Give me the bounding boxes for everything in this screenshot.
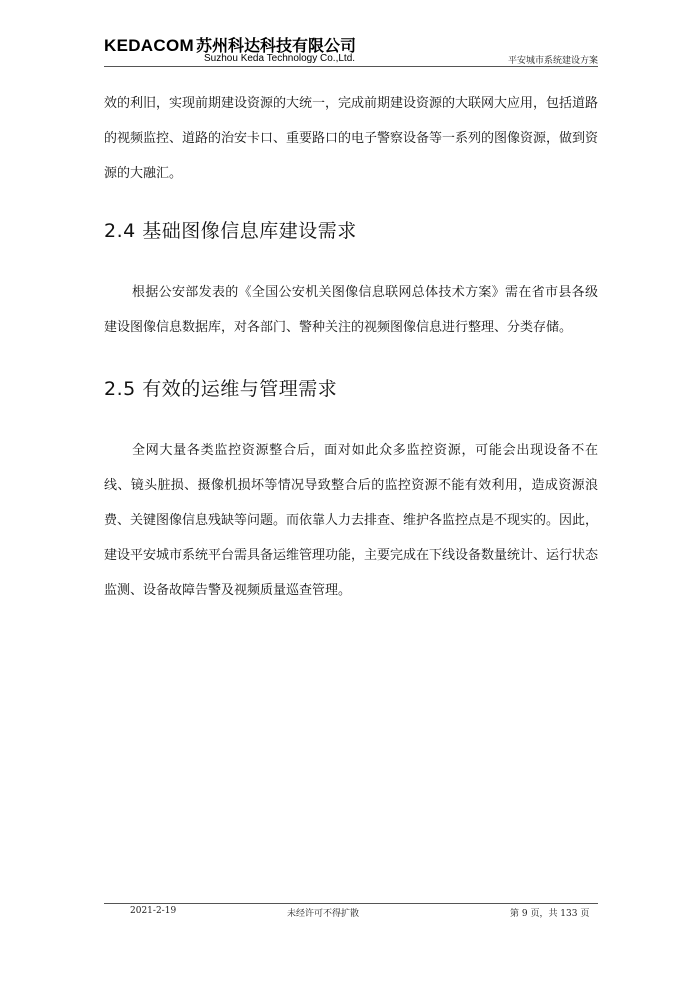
document-title: 平安城市系统建设方案 [507, 56, 598, 66]
section-heading-2-4: 2.4 基础图像信息库建设需求 [104, 220, 357, 242]
footer-date: 2021-2-19 [130, 906, 177, 916]
section-heading-2-5: 2.5 有效的运维与管理需求 [104, 378, 338, 400]
footer-notice: 未经许可不得扩散 [287, 909, 360, 919]
section-2-4-paragraph: 根据公安部发表的《全国公安机关图像信息联网总体技术方案》需在省市县各级建设图像信息数据库，对各部门、警种关注的视频图像信息进行整理、分类存储。 [104, 285, 598, 335]
header-divider [104, 66, 598, 67]
company-name-en: KEDACOM [104, 36, 194, 55]
company-name-cn: 苏州科达科技有限公司 [195, 36, 356, 55]
page-content [104, 86, 598, 608]
page-header [104, 36, 598, 66]
footer-page-number: 第 9 页，共 133 页 [510, 909, 590, 919]
section-2-5-paragraph: 全网大量各类监控资源整合后，面对如此众多监控资源，可能会出现设备不在线、镜头脏损、摄像机损坏等情况导致整合后的监控资源不能有效利用，造成资源浪费、关键图像信息残缺等问题。而依靠人力去排查、维护各监控点是不现实的。因此，建设平安城市系统平台需具备运维管理功能，主要完成在下线设备数量统计、运行状态监测、设备故障告警及视频质量巡查管理。 [104, 443, 599, 598]
company-subtitle: Suzhou Keda Technology Co.,Ltd. [204, 53, 356, 64]
footer-divider [104, 903, 598, 904]
intro-paragraph: 效的利旧，实现前期建设资源的大统一，完成前期建设资源的大联网大应用，包括道路的视频监控、道路的治安卡口、重要路口的电子警察设备等一系列的图像资源，做到资源的大融汇。 [104, 96, 599, 181]
